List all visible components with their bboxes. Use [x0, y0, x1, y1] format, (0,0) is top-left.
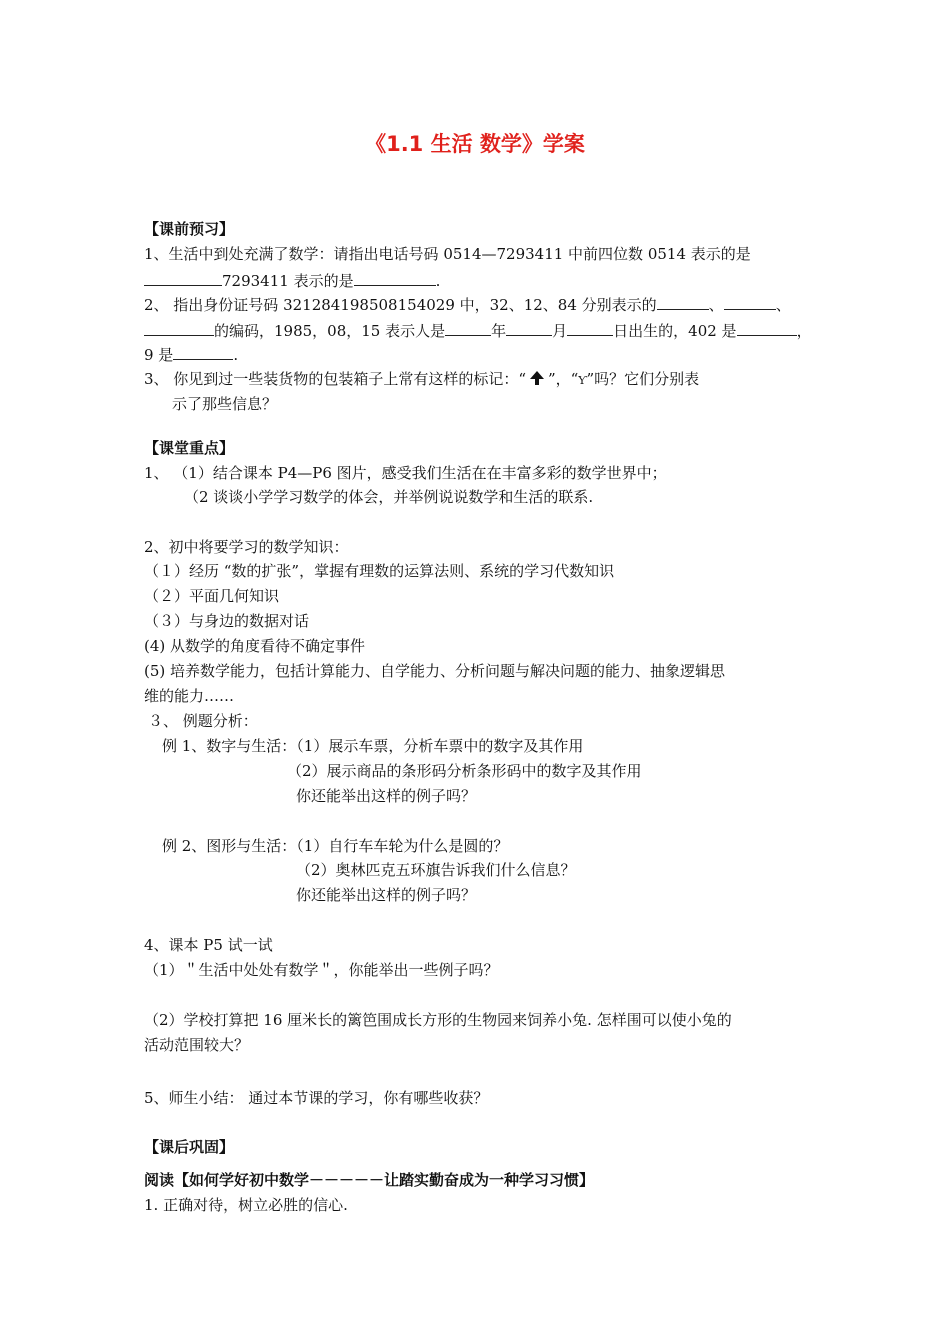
class-item-2-4: (4) 从数学的角度看待不确定事件	[144, 637, 366, 655]
answer-blank[interactable]	[354, 271, 436, 286]
reading-item-1: 1. 正确对待，树立必胜的信心.	[144, 1196, 348, 1214]
example-1c: 你还能举出这样的例子吗？	[296, 787, 477, 805]
class-item-2-2: （２）平面几何知识	[144, 587, 280, 605]
section-heading-preview: 【课前预习】	[144, 220, 235, 238]
class-item-1b: （2 谈谈小学学习数学的体会，并举例说说数学和生活的联系.	[184, 488, 594, 506]
class-item-5: 5、师生小结： 通过本节课的学习，你有哪些收获？	[144, 1089, 489, 1107]
pre-q2-line3: 9 是 .	[144, 346, 239, 364]
pre-q2-line1: 2、 指出身份证号码 321284198508154029 中，32、12、84 分别表示的 、 、	[144, 296, 791, 314]
pre-q3-line1: 3、 你见到过一些装货物的包装箱子上常有这样的标记：“ ”，“Ƴ”吗？它们分别表	[144, 370, 700, 388]
example-2c: 你还能举出这样的例子吗？	[296, 886, 477, 904]
section-heading-class: 【课堂重点】	[144, 439, 235, 457]
example-1a: 例 1、数字与生活：（1）展示车票，分析车票中的数字及其作用	[162, 737, 584, 755]
class-item-4-2b: 活动范围较大？	[144, 1036, 250, 1054]
answer-blank[interactable]	[173, 345, 233, 360]
class-item-1a: 1、 （1）结合课本 P4—P6 图片，感受我们生活在在丰富多彩的数学世界中；	[144, 464, 667, 482]
class-item-2-3: （３）与身边的数据对话	[144, 612, 310, 630]
answer-blank[interactable]	[144, 321, 214, 336]
answer-blank[interactable]	[506, 321, 552, 336]
class-item-3: ３、 例题分析：	[148, 712, 258, 730]
arrow-up-icon	[528, 369, 546, 387]
pre-q3-line2: 示了那些信息？	[172, 395, 278, 413]
pre-q1-line1: 1、生活中到处充满了数学：请指出电话号码 0514—7293411 中前四位数 0514 表示的是	[144, 245, 751, 263]
answer-blank[interactable]	[737, 321, 797, 336]
class-item-4: 4、课本 P5 试一试	[144, 936, 273, 954]
pre-q1-line2: 7293411 表示的是 .	[144, 271, 440, 291]
class-item-2-1: （１）经历 “数的扩张”，掌握有理数的运算法则、系统的学习代数知识	[144, 562, 615, 580]
example-2b: （2）奥林匹克五环旗告诉我们什么信息？	[296, 861, 576, 879]
class-item-2-5a: (5) 培养数学能力，包括计算能力、自学能力、分析问题与解决问题的能力、抽象逻辑思	[144, 662, 726, 680]
answer-blank[interactable]	[144, 271, 222, 286]
example-1b: （2）展示商品的条形码分析条形码中的数字及其作用	[287, 762, 642, 780]
class-item-2-5b: 维的能力……	[144, 687, 235, 705]
answer-blank[interactable]	[724, 295, 776, 310]
answer-blank[interactable]	[445, 321, 491, 336]
answer-blank[interactable]	[567, 321, 613, 336]
example-2a: 例 2、图形与生活：（1）自行车车轮为什么是圆的？	[162, 837, 509, 855]
class-item-4-1: （1）＂生活中处处有数学＂，你能举出一些例子吗？	[144, 961, 499, 979]
page-title: 《1.1 生活 数学》学案	[365, 132, 585, 156]
pre-q2-line2: 的编码，1985，08，15 表示人是 年 月 日出生的，402 是 ，	[144, 321, 812, 341]
class-item-4-2a: （2）学校打算把 16 厘米长的篱笆围成长方形的生物园来饲养小兔. 怎样围可以使小兔的	[144, 1011, 732, 1029]
class-item-2: 2、初中将要学习的数学知识：	[144, 538, 349, 556]
answer-blank[interactable]	[657, 295, 709, 310]
reading-title: 阅读【如何学好初中数学－－－－－让踏实勤奋成为一种学习习惯】	[144, 1171, 595, 1189]
section-heading-after: 【课后巩固】	[144, 1138, 235, 1156]
umbrella-symbol: Ƴ	[578, 374, 587, 387]
